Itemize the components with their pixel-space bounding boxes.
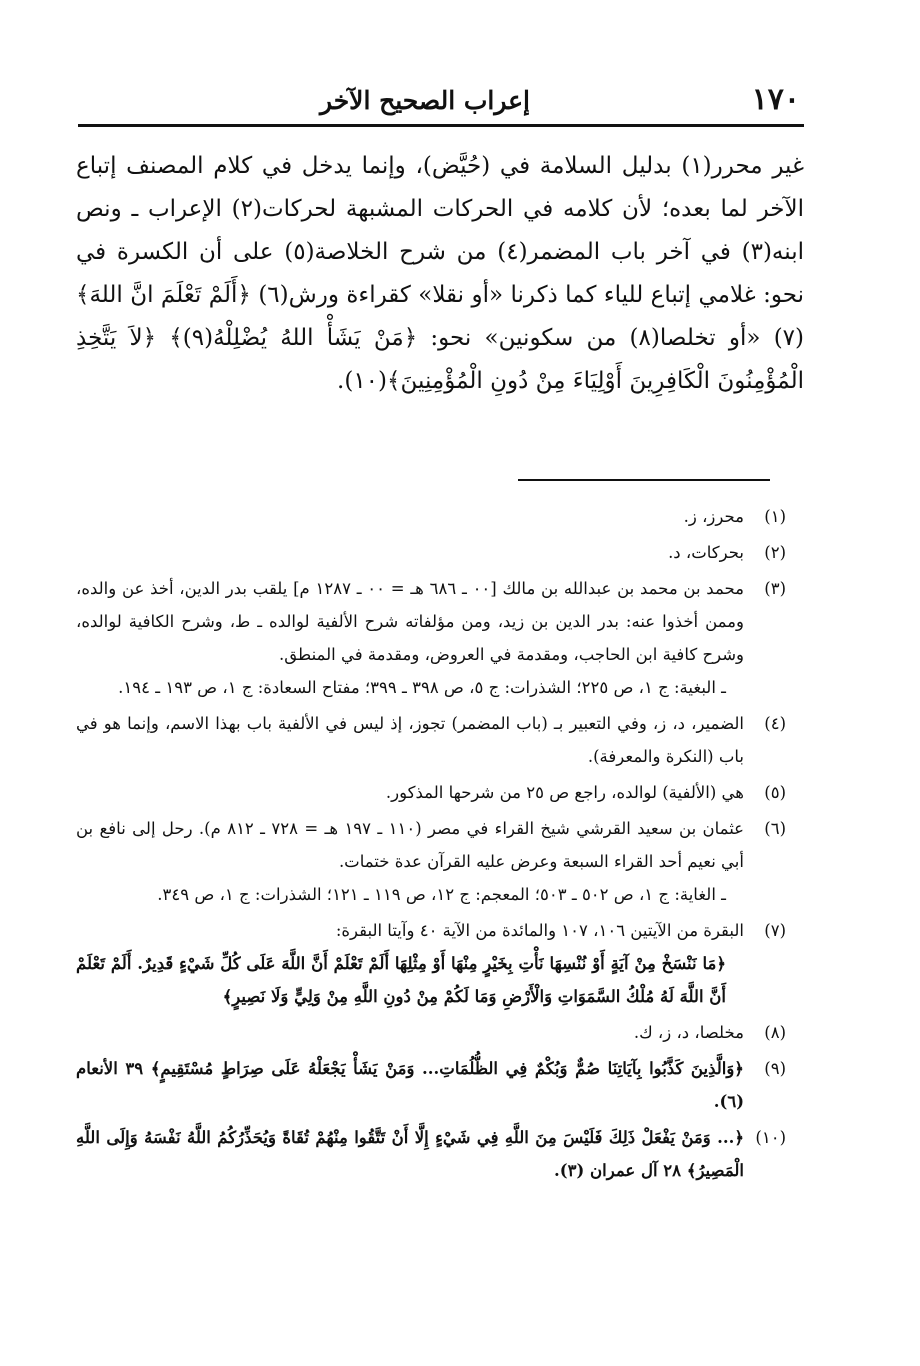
footnote-5 — [76, 776, 786, 809]
footnote-text: البقرة من الآيتين ١٠٦، ١٠٧ والمائدة من الآية ٤٠ وآيتا البقرة: — [335, 921, 744, 940]
quran-quote: ﴿وَالَّذِينَ كَذَّبُوا بِآيَاتِنَا صُمٌّ وَبُكْمٌ فِي الظُّلُمَاتِ... وَمَنْ يَشَأْ يَجْعَلْهُ عَلَى صِرَاطٍ مُسْتَقِيمٍ﴾ ٣٩ الأنعام (٦). — [76, 1059, 744, 1111]
running-title: إعراب الصحيح الآخر — [319, 86, 530, 115]
footnote-number: (٩) — [764, 1059, 786, 1078]
footnote-body — [76, 776, 744, 809]
footnote-text: عثمان بن سعيد القرشي شيخ القراء في مصر (١١٠ ـ ١٩٧ هـ = ٧٢٨ ـ ٨١٢ م). رحل إلى نافع بن أبي نعيم أحد القراء السبعة وعرض عليه القرآن عدة ختمات. — [76, 819, 745, 871]
footnote-number: (٢) — [764, 543, 786, 562]
main-paragraph: غير محرر(١) بدليل السلامة في (حُيَّض)، وإنما يدخل في كلام المصنف إتباع الآخر لما بعده؛ لأن كلامه في الحركات المشبهة لحركات(٢) الإعراب ـ ونص ابنه(٣) في آخر باب المضمر(٤) من شرح الخلاصة(٥) على أن الكسرة في نحو: غلامي إتباع للياء كما ذكرنا «أو نقلا» كقراءة ورش(٦) ﴿أَلَمْ تَعْلَمَ انَّ اللهَ﴾(٧) «أو تخلصا(٨) من سكونين» نحو: ﴿مَنْ يَشَأْ اللهُ يُضْلِلْهُ(٩)﴾ ﴿لاَ يَتَّخِذِ الْمُؤْمِنُونَ الْكَافِرِينَ أَوْلِيَاءَ مِنْ دُونِ الْمُؤْمِنِينَ﴾(١٠). — [76, 153, 805, 394]
footnote-number: (٣) — [764, 579, 786, 598]
footnote-number: (٥) — [764, 783, 786, 802]
footnote-number: (١) — [764, 507, 786, 526]
footnote-body — [76, 572, 744, 704]
footnote-3 — [76, 572, 786, 704]
footnote-number: (٨) — [764, 1023, 786, 1042]
footnote-separator — [518, 479, 770, 481]
footnote-text: محرز، ز. — [683, 507, 744, 526]
footnote-10 — [76, 1121, 786, 1187]
footnote-body — [76, 707, 744, 773]
footnote-number: (٤) — [764, 714, 786, 733]
quran-quote: ﴿مَا نَنْسَخْ مِنْ آيَةٍ أَوْ نُنْسِهَا نَأْتِ بِخَيْرٍ مِنْهَا أَوْ مِثْلِهَا أَلَمْ تَعْلَمْ أَنَّ اللَّهَ عَلَى كُلِّ شَيْءٍ قَدِيرٌ. أَلَمْ تَعْلَمْ أَنَّ اللَّهَ لَهُ مُلْكُ السَّمَوَاتِ وَالْأَرْضِ وَمَا لَكُمْ مِنْ دُونِ اللَّهِ مِنْ وَلِيٍّ وَلَا نَصِيرٍ﴾ — [76, 954, 726, 1006]
footnote-6 — [76, 812, 786, 911]
page-number: ١٧٠ — [751, 82, 800, 117]
footnote-body — [76, 812, 744, 911]
footnote-text: مخلصا، د، ز، ك. — [633, 1023, 744, 1042]
footnote-text: بحركات، د. — [668, 543, 744, 562]
footnote-body — [76, 500, 744, 533]
footnote-sources: ـ البغية: ج ١، ص ٢٢٥؛ الشذرات: ج ٥، ص ٣٩٨ ـ ٣٩٩؛ مفتاح السعادة: ج ١، ص ١٩٣ ـ ١٩٤. — [118, 678, 726, 697]
footnote-body — [76, 1016, 744, 1049]
footnote-text: الضمير، د، ز، وفي التعبير بـ (باب المضمر) تجوز، إذ ليس في الألفية باب بهذا الاسم، وإنما هو في باب (النكرة والمعرفة). — [76, 714, 744, 766]
quran-quote: ﴿... وَمَنْ يَفْعَلْ ذَلِكَ فَلَيْسَ مِنَ اللَّهِ فِي شَيْءٍ إِلَّا أَنْ تَتَّقُوا مِنْهُمْ تُقَاةً وَيُحَذِّرُكُمُ اللَّهُ نَفْسَهُ وَإِلَى اللَّهِ الْمَصِيرُ﴾ ٢٨ آل عمران (٣). — [76, 1128, 744, 1180]
footnote-text: هي (الألفية) لوالده، راجع ص ٢٥ من شرحها المذكور. — [385, 783, 744, 802]
footnote-text: محمد بن محمد بن عبدالله بن مالك [٠٠ ـ ٦٨٦ هـ = ٠٠ ـ ١٢٨٧ م] يلقب بدر الدين، أخذ عن والده، وممن أخذوا عنه: بدر الدين بن زيد، ومن مؤلفاته شرح الألفية لوالده ـ ط، وشرح الكافية لوالده، وشرح كافية ابن الحاجب، ومقدمة في العروض، ومقدمة في المنطق. — [76, 579, 744, 664]
footnote-8 — [76, 1016, 786, 1049]
footnote-sources: ـ الغاية: ج ١، ص ٥٠٢ ـ ٥٠٣؛ المعجم: ج ١٢، ص ١١٩ ـ ١٢١؛ الشذرات: ج ١، ص ٣٤٩. — [157, 885, 726, 904]
footnote-1 — [76, 500, 786, 533]
footnote-7 — [76, 914, 786, 1013]
footnote-9 — [76, 1052, 786, 1118]
footnote-2 — [76, 536, 786, 569]
footnote-number: (٦) — [764, 819, 786, 838]
footnote-body — [76, 914, 744, 1013]
main-text — [76, 145, 804, 403]
footnote-body — [76, 1052, 744, 1118]
footnote-number: (٧) — [764, 921, 786, 940]
footnote-body — [76, 1121, 744, 1187]
header-rule — [78, 124, 804, 127]
footnote-body — [76, 536, 744, 569]
footnote-number: (١٠) — [755, 1128, 786, 1147]
footnote-4 — [76, 707, 786, 773]
footnotes — [76, 500, 786, 1190]
page-header — [78, 82, 800, 126]
